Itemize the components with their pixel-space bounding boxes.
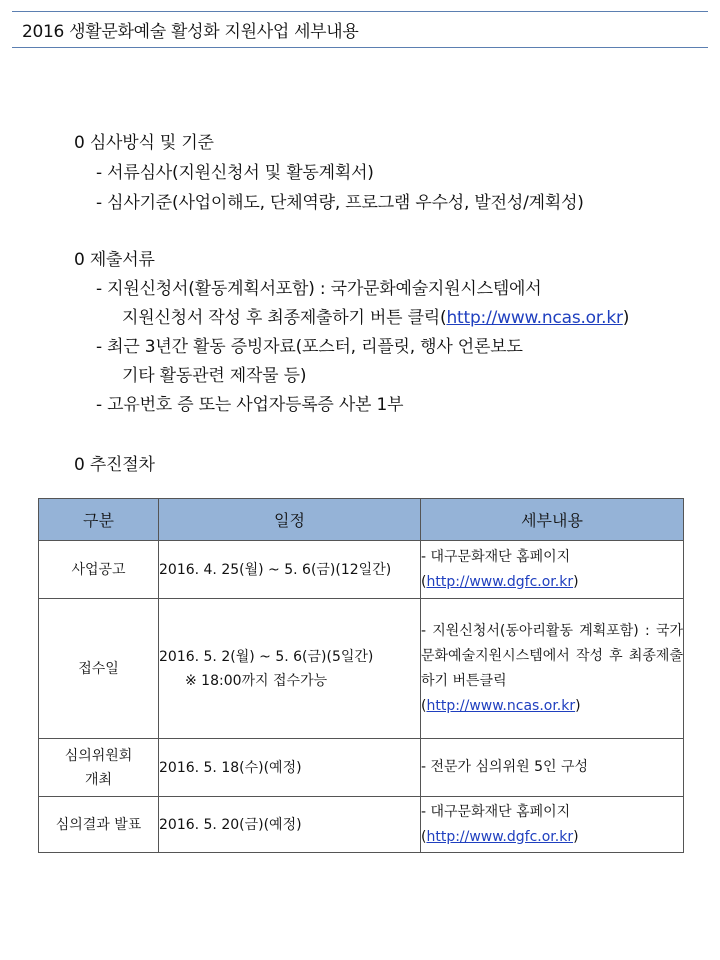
row-schedule: 2016. 4. 25(월) ~ 5. 6(금)(12일간) <box>159 541 421 599</box>
header-top-rule <box>12 11 708 12</box>
row-detail <box>421 541 684 599</box>
row-category: 사업공고 <box>39 541 159 599</box>
schedule-text: 2016. 5. 2(월) ~ 5. 6(금)(5일간) <box>159 648 374 665</box>
review-heading: 0 심사방식 및 기준 <box>74 133 214 153</box>
ncas-link[interactable]: http://www.ncas.or.kr <box>426 697 576 714</box>
documents-application-closing: ) <box>622 308 630 328</box>
header-schedule: 일정 <box>159 499 421 541</box>
category-line2: 개최 <box>84 771 113 788</box>
row-category: 심의결과 발표 <box>39 797 159 853</box>
header-detail: 세부내용 <box>421 499 684 541</box>
dgfc-link[interactable]: http://www.dgfc.or.kr <box>426 573 574 590</box>
detail-link-line: (http://www.ncas.or.kr) <box>421 697 581 714</box>
row-category <box>39 739 159 797</box>
detail-link-line: (http://www.dgfc.or.kr) <box>421 828 579 845</box>
page-title: 2016 생활문화예술 활성화 지원사업 세부내용 <box>22 22 359 42</box>
row-schedule: 2016. 5. 18(수)(예정) <box>159 739 421 797</box>
schedule-note: ※ 18:00까지 접수가능 <box>185 672 328 689</box>
header-bottom-rule <box>12 47 708 48</box>
row-detail <box>421 797 684 853</box>
documents-evidence-line1: - 최근 3년간 활동 증빙자료(포스터, 리플릿, 행사 언론보도 <box>96 337 523 357</box>
documents-registration-copy: - 고유번호 증 또는 사업자등록증 사본 1부 <box>96 395 404 415</box>
header-category: 구분 <box>39 499 159 541</box>
row-detail <box>421 599 684 739</box>
review-item-criteria: - 심사기준(사업이해도, 단체역량, 프로그램 우수성, 발전성/계획성) <box>96 193 584 213</box>
documents-evidence-line2: 기타 활동관련 제작물 등) <box>122 366 307 386</box>
table-header-row <box>39 499 684 541</box>
documents-application-line1: - 지원신청서(활동계획서포함) : 국가문화예술지원시스템에서 <box>96 279 542 299</box>
review-item-document-screening: - 서류심사(지원신청서 및 활동계획서) <box>96 163 374 183</box>
table-row <box>39 797 684 853</box>
table-row <box>39 739 684 797</box>
documents-application-text: 지원신청서 작성 후 최종제출하기 버튼 클릭( <box>122 308 447 328</box>
procedure-schedule-table <box>38 498 684 853</box>
detail-text: - 대구문화재단 홈페이지 <box>421 548 571 565</box>
row-schedule <box>159 599 421 739</box>
row-schedule: 2016. 5. 20(금)(예정) <box>159 797 421 853</box>
category-line1: 심의위원회 <box>64 747 133 764</box>
detail-text: - 대구문화재단 홈페이지 <box>421 803 571 820</box>
detail-text: - 지원신청서(동아리활동 계획포함) : 국가문화예술지원시스템에서 작성 후 최종제출하기 버튼클릭 <box>421 622 683 689</box>
row-category: 접수일 <box>39 599 159 739</box>
ncas-link[interactable]: http://www.ncas.or.kr <box>446 308 623 328</box>
row-detail: - 전문가 심의위원 5인 구성 <box>421 739 684 797</box>
dgfc-link[interactable]: http://www.dgfc.or.kr <box>426 828 574 845</box>
table-row <box>39 599 684 739</box>
documents-application-line2 <box>122 303 629 328</box>
table-row <box>39 541 684 599</box>
documents-heading: 0 제출서류 <box>74 250 155 270</box>
procedure-heading: 0 추진절차 <box>74 455 155 475</box>
detail-link-line: (http://www.dgfc.or.kr) <box>421 573 579 590</box>
